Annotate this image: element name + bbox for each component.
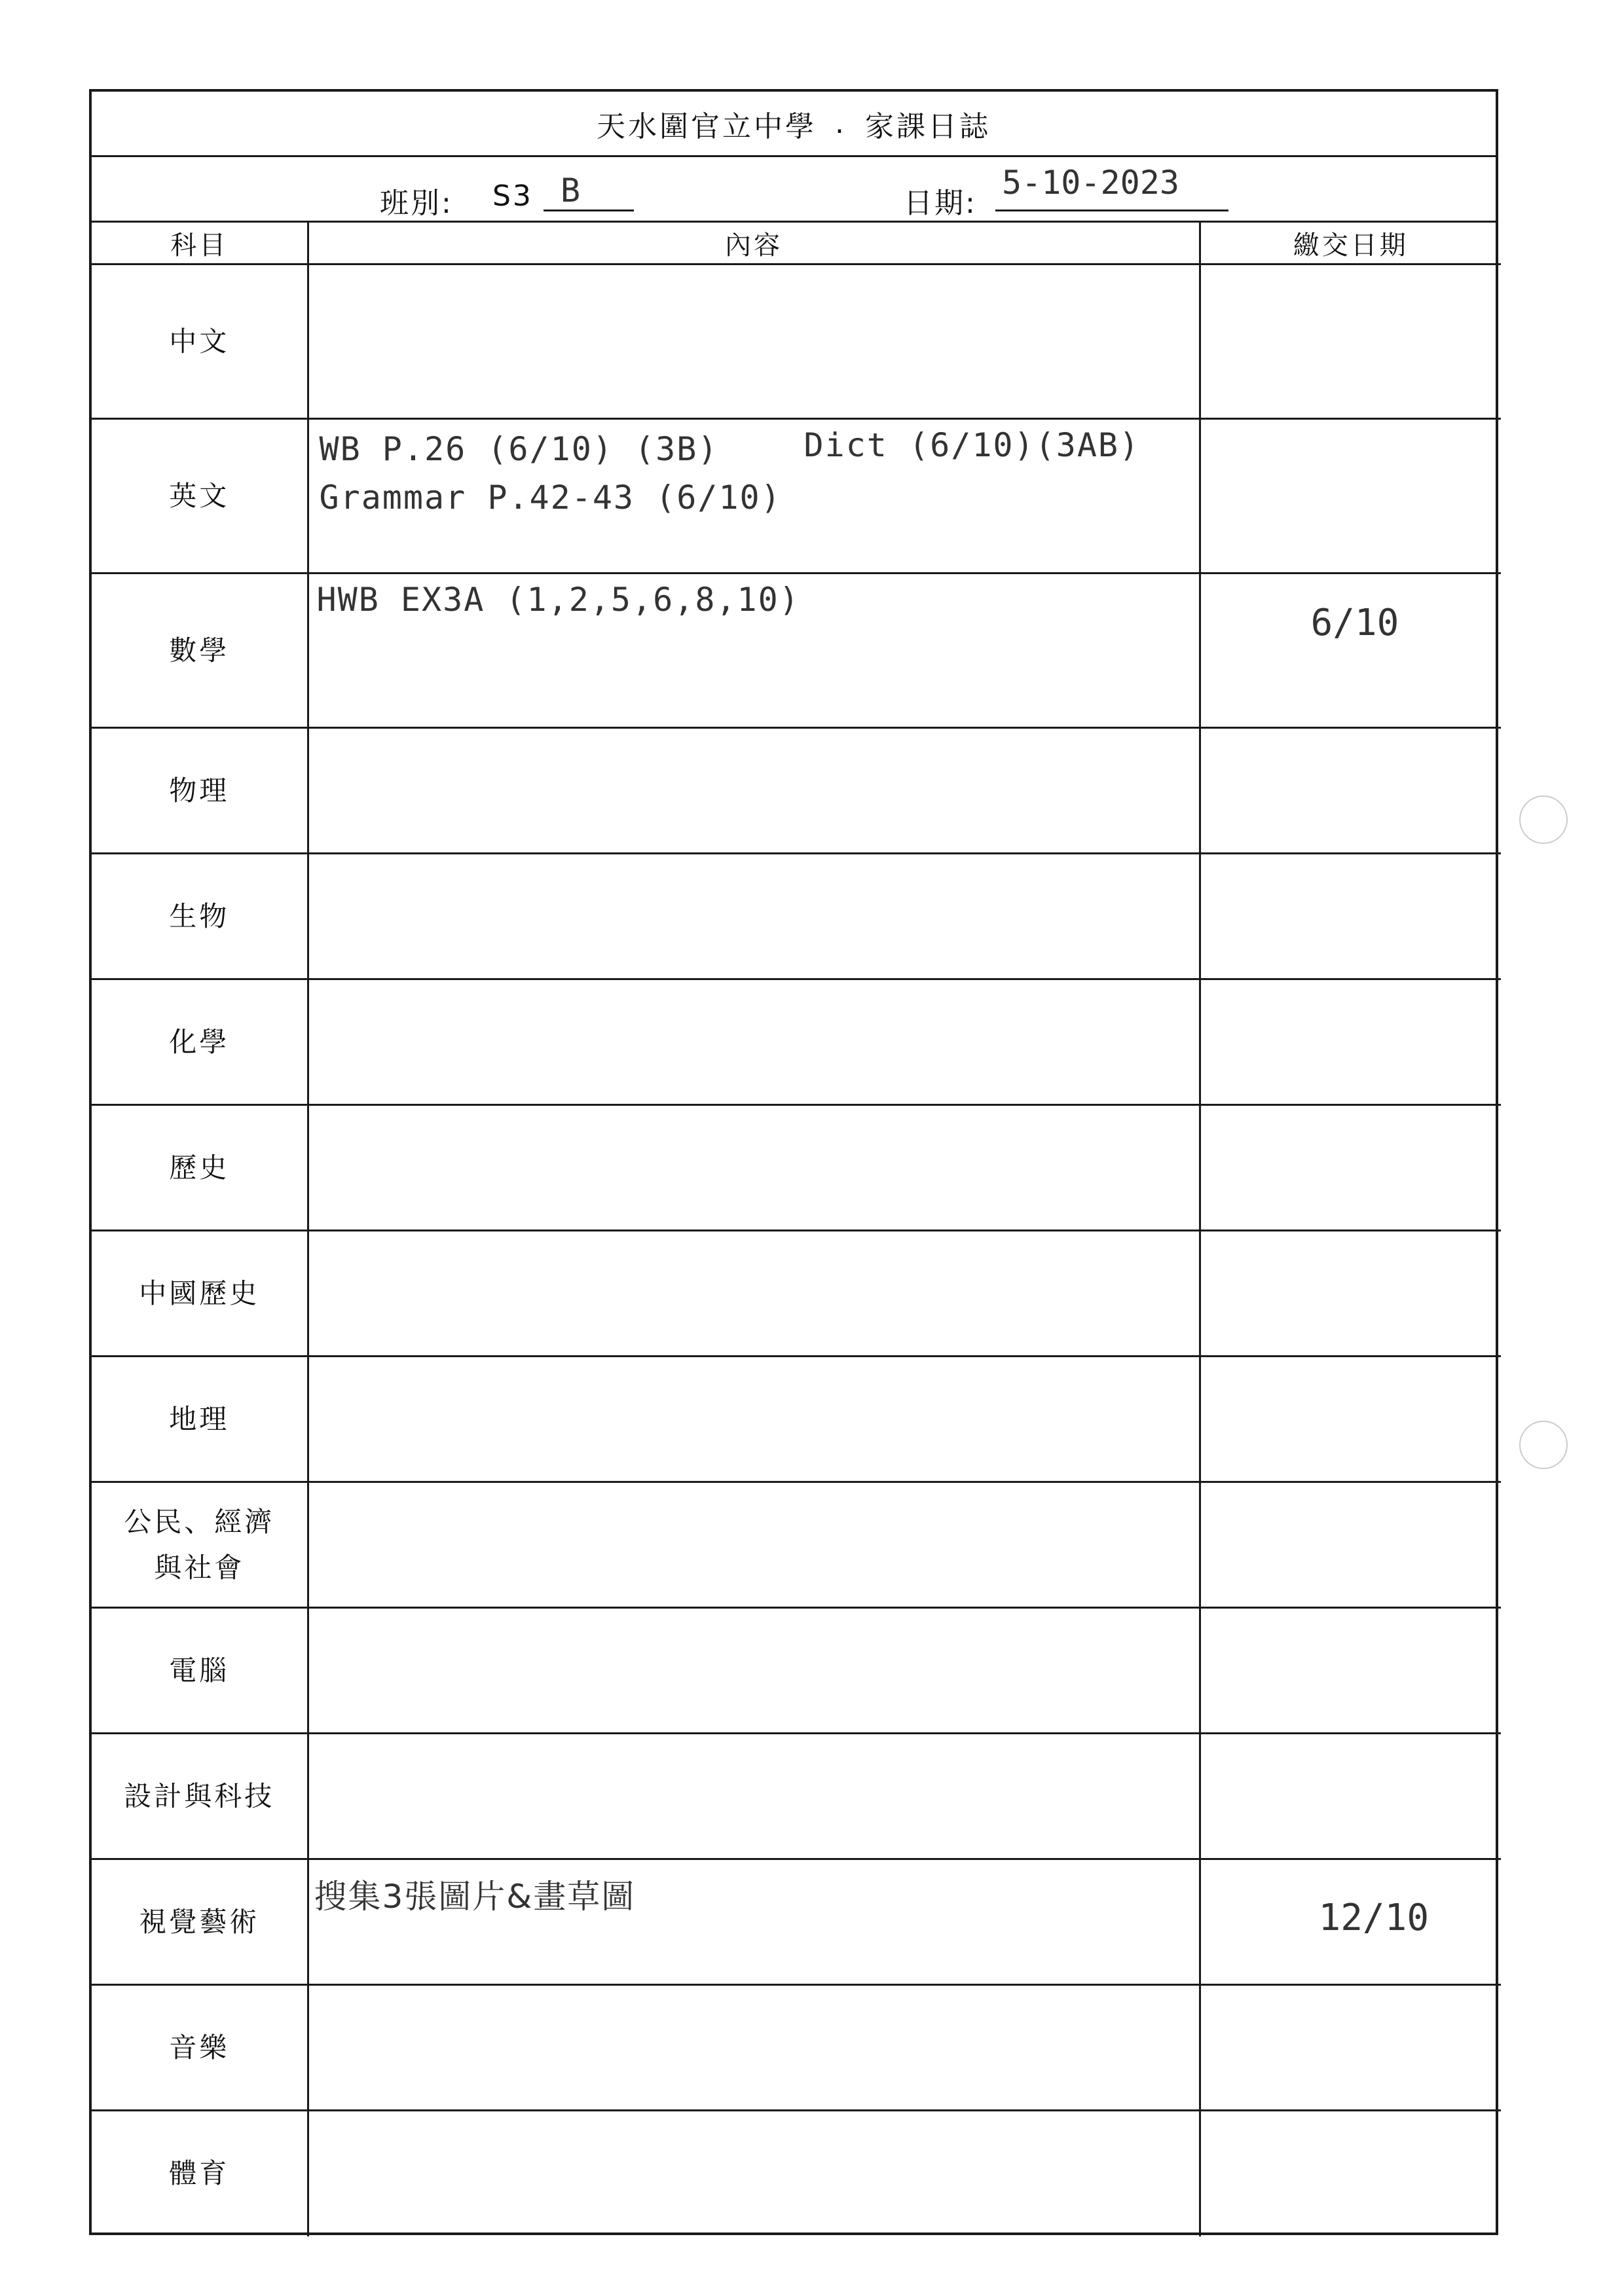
content-music <box>308 1985 1200 2111</box>
content-chemistry <box>308 979 1200 1105</box>
table-row <box>92 979 1501 1105</box>
due-design-technology <box>1200 1734 1501 1859</box>
subject-music: 音樂 <box>92 1985 308 2111</box>
subject-pe: 體育 <box>92 2111 308 2236</box>
date-label: 日期: <box>904 187 977 220</box>
due-physics <box>1200 728 1501 854</box>
content-physics <box>308 728 1200 854</box>
class-date-row <box>92 157 1496 223</box>
table-row <box>92 1105 1501 1231</box>
due-maths <box>1200 574 1501 728</box>
due-column-header: 繳交日期 <box>1200 223 1501 264</box>
table-row <box>92 574 1501 728</box>
subject-chinese-history: 中國歷史 <box>92 1231 308 1357</box>
due-chemistry <box>1200 979 1501 1105</box>
due-date-value: 6/10 <box>1310 602 1399 644</box>
journal-name: 家課日誌 <box>865 109 991 143</box>
subject-computer: 電腦 <box>92 1608 308 1734</box>
subject-column-header: 科目 <box>92 223 308 264</box>
content-visual-arts <box>308 1859 1200 1985</box>
table-row <box>92 1859 1501 1985</box>
table-header-row <box>92 223 1501 264</box>
content-design-technology <box>308 1734 1200 1859</box>
content-maths <box>308 574 1200 728</box>
due-citizenship <box>1200 1482 1501 1608</box>
homework-journal-sheet <box>89 89 1498 2235</box>
table-row <box>92 1357 1501 1482</box>
subject-biology: 生物 <box>92 854 308 979</box>
title-separator: . <box>835 107 847 140</box>
table-row <box>92 1734 1501 1859</box>
subject-chemistry: 化學 <box>92 979 308 1105</box>
subject-maths: 數學 <box>92 574 308 728</box>
date-value: 5-10-2023 <box>1002 164 1179 202</box>
class-value: B <box>561 172 581 210</box>
due-music <box>1200 1985 1501 2111</box>
table-row <box>92 2111 1501 2236</box>
content-computer <box>308 1608 1200 1734</box>
table-row <box>92 1985 1501 2111</box>
subject-geography: 地理 <box>92 1357 308 1482</box>
school-name: 天水圍官立中學 <box>597 109 817 143</box>
content-english <box>308 419 1200 574</box>
content-chinese-history <box>308 1231 1200 1357</box>
due-date-value: 12/10 <box>1318 1897 1430 1939</box>
subject-citizenship: 公民、經濟與社會 <box>92 1482 308 1608</box>
subject-physics: 物理 <box>92 728 308 854</box>
class-underline <box>544 210 634 211</box>
due-visual-arts <box>1200 1859 1501 1985</box>
table-row <box>92 854 1501 979</box>
subject-history: 歷史 <box>92 1105 308 1231</box>
homework-entry: 搜集3張圖片&畫草圖 <box>314 1878 636 1916</box>
due-chinese-history <box>1200 1231 1501 1357</box>
subject-visual-arts: 視覺藝術 <box>92 1859 308 1985</box>
content-biology <box>308 854 1200 979</box>
table-row <box>92 1608 1501 1734</box>
homework-table <box>92 223 1501 2236</box>
table-row <box>92 728 1501 854</box>
homework-entry: WB P.26 (6/10) (3B) <box>319 430 719 468</box>
table-row <box>92 264 1501 419</box>
journal-title <box>92 92 1496 157</box>
homework-entry: HWB EX3A (1,2,5,6,8,10) <box>316 581 800 619</box>
content-column-header: 內容 <box>308 223 1200 264</box>
content-chinese <box>308 264 1200 419</box>
due-computer <box>1200 1608 1501 1734</box>
subject-chinese: 中文 <box>92 264 308 419</box>
due-english <box>1200 419 1501 574</box>
due-biology <box>1200 854 1501 979</box>
date-underline <box>995 210 1228 211</box>
table-row <box>92 1231 1501 1357</box>
content-history <box>308 1105 1200 1231</box>
homework-entry: Grammar P.42-43 (6/10) <box>319 479 782 517</box>
content-citizenship <box>308 1482 1200 1608</box>
due-geography <box>1200 1357 1501 1482</box>
due-chinese <box>1200 264 1501 419</box>
table-row <box>92 1482 1501 1608</box>
homework-entry: Dict (6/10)(3AB) <box>803 426 1141 464</box>
content-pe <box>308 2111 1200 2236</box>
table-row <box>92 419 1501 574</box>
punch-hole-bottom <box>1519 1421 1568 1469</box>
class-label: 班別: <box>380 187 453 220</box>
due-history <box>1200 1105 1501 1231</box>
class-prefix: S3 <box>492 179 533 213</box>
content-geography <box>308 1357 1200 1482</box>
punch-hole-top <box>1519 795 1568 844</box>
subject-english: 英文 <box>92 419 308 574</box>
due-pe <box>1200 2111 1501 2236</box>
subject-design-technology: 設計與科技 <box>92 1734 308 1859</box>
